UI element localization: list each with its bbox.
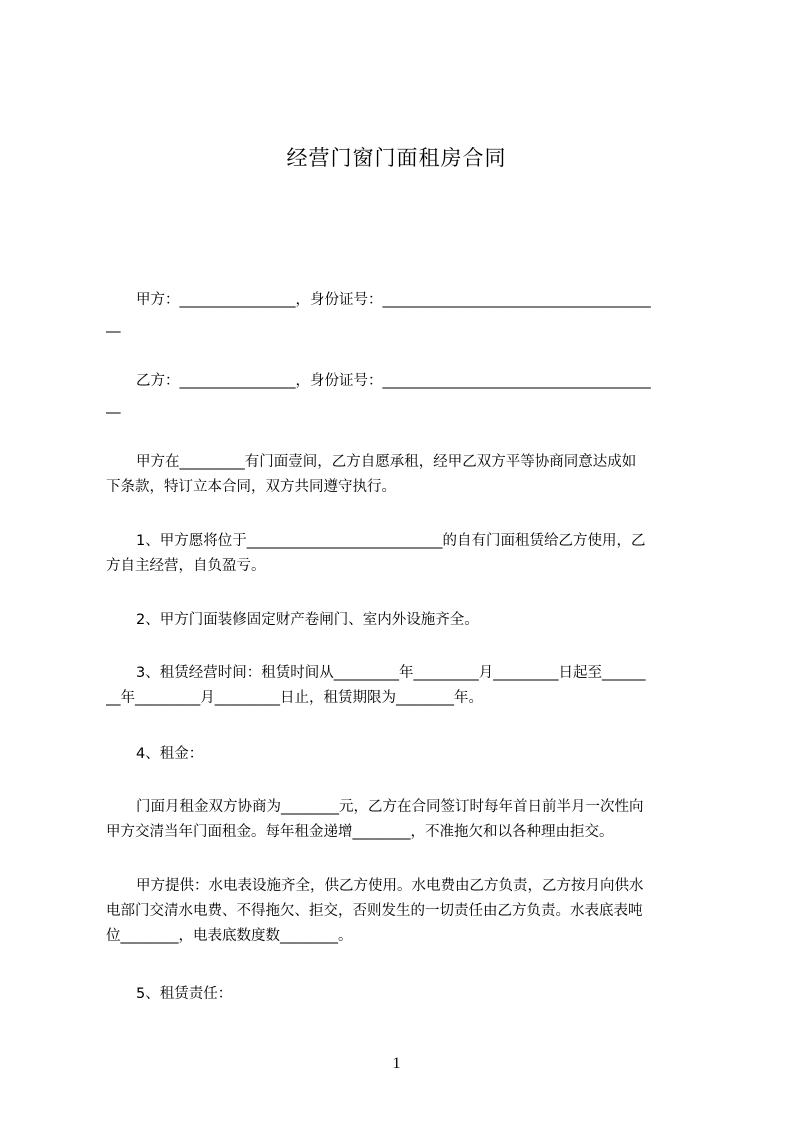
- intro-line-2: 下条款，特订立本合同，双方共同遵守执行。: [106, 479, 396, 495]
- party-b-line: 乙方：________________，身份证号：_____________________________________: [136, 373, 651, 389]
- clause-4-utilities-paragraph: [106, 874, 704, 949]
- clause-2: [106, 608, 704, 633]
- clause-2-line-1: 2、甲方门面装修固定财产卷闸门、室内外设施齐全。: [136, 612, 479, 628]
- clause-3-line-1: 3、租赁经营时间：租赁时间从_________年_________月_________日起至______: [136, 665, 646, 681]
- rent-line-1: 门面月租金双方协商为________元，乙方在合同签订时每年首日前半月一次性向: [136, 799, 644, 815]
- clause-4-rent-paragraph: [106, 795, 704, 845]
- party-a-section: [106, 288, 704, 338]
- clause-4-heading-text: 4、租金：: [136, 746, 204, 762]
- page-number: 1: [392, 1055, 401, 1072]
- party-b-line-continued: __: [106, 398, 121, 414]
- utilities-line-2: 电部门交清水电费、不得拖欠、拒交，否则发生的一切责任由乙方负责。水表底表吨: [106, 903, 643, 919]
- document-title: 经营门窗门面租房合同: [286, 146, 507, 170]
- party-a-line: 甲方：________________，身份证号：_____________________________________: [136, 292, 651, 308]
- clause-5-heading-text: 5、租赁责任：: [136, 986, 233, 1002]
- clause-5-heading: [106, 982, 704, 1007]
- clause-3: [106, 661, 704, 711]
- clause-1: [106, 529, 704, 579]
- clause-1-line-2: 方自主经营，自负盈亏。: [106, 558, 266, 574]
- utilities-line-3: 位________，电表底数度数________。: [106, 928, 353, 944]
- clause-4-heading: [106, 742, 704, 767]
- utilities-line-1: 甲方提供：水电表设施齐全，供乙方使用。水电费由乙方负责，乙方按月向供水: [136, 878, 644, 894]
- clause-1-line-1: 1、甲方愿将位于___________________________的自有门面租赁给乙方使用，乙: [136, 533, 646, 549]
- clause-3-line-2: __年_________月_________日止，租赁期限为________年。: [106, 690, 483, 706]
- party-b-section: [106, 369, 704, 419]
- intro-paragraph: [106, 450, 704, 500]
- rent-line-2: 甲方交清当年门面租金。每年租金递增________，不准拖欠和以各种理由拒交。: [106, 824, 614, 840]
- party-a-line-continued: __: [106, 317, 121, 333]
- intro-line-1: 甲方在_________有门面壹间，乙方自愿承租，经甲乙双方平等协商同意达成如: [136, 454, 637, 470]
